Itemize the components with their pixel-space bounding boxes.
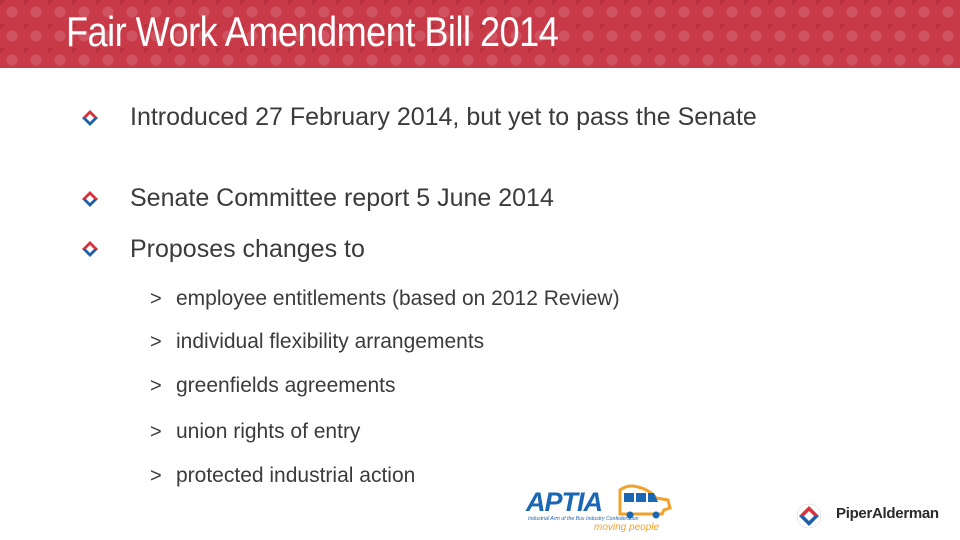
sub-bullet-marker: > [150,288,162,310]
sub-bullet-employee-entitlements: employee entitlements (based on 2012 Review) [176,287,620,310]
bullet-proposes-changes: Proposes changes to [130,235,365,263]
sub-bullet-industrial-action: protected industrial action [176,464,416,487]
aptia-wordmark: APTIA [526,487,602,517]
bullet-introduced: Introduced 27 February 2014, but yet to pass the Senate [130,103,757,131]
slide-title: Fair Work Amendment Bill 2014 [66,8,559,55]
aptia-logo [524,484,674,534]
sub-bullet-marker: > [150,421,162,443]
bullet-icon [80,108,100,128]
bullet-committee-report: Senate Committee report 5 June 2014 [130,184,554,212]
sub-bullet-union-entry: union rights of entry [176,420,361,443]
sub-bullet-marker: > [150,331,162,353]
piper-alderman-wordmark: PiperAlderman [836,505,939,522]
sub-bullet-flexibility: individual flexibility arrangements [176,330,485,353]
sub-bullet-marker: > [150,465,162,487]
aptia-tagline: Industrial Arm of the Bus Industry Confederation [528,516,639,522]
sub-bullet-marker: > [150,375,162,397]
aptia-slogan: moving people [594,522,660,533]
sub-bullet-greenfields: greenfields agreements [176,374,396,397]
bullet-icon [80,239,100,259]
bullet-icon [80,189,100,209]
